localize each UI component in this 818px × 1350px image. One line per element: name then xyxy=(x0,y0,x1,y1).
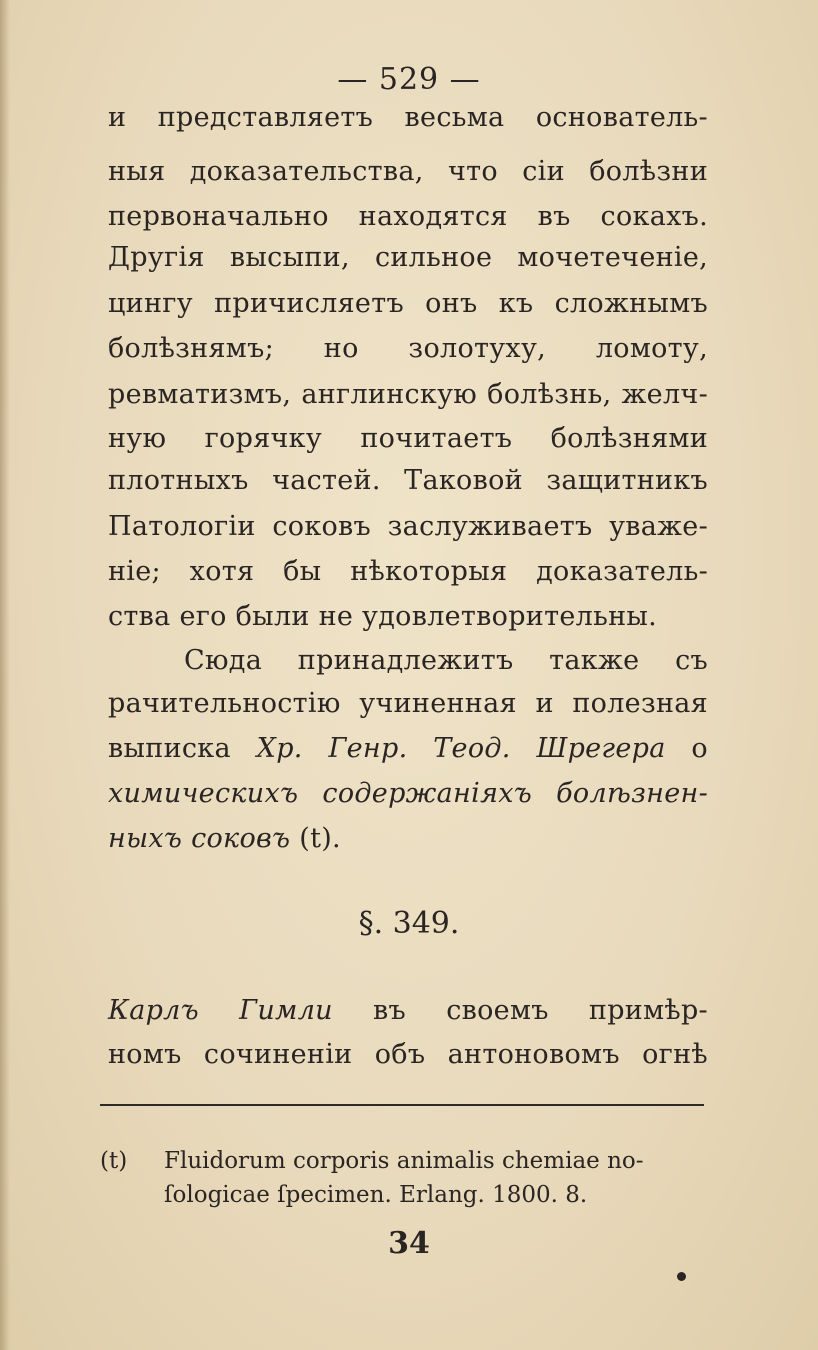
page-binding-shadow xyxy=(0,0,10,1350)
footnote-text-1: Fluidorum corporis animalis chemiae no- xyxy=(164,1148,644,1174)
para2-line-3-pre: выписка xyxy=(108,733,257,764)
ink-spot xyxy=(677,1272,686,1281)
printer-signature-mark: 34 xyxy=(388,1226,430,1261)
para3-line-1 xyxy=(108,995,708,1026)
text-line-4: Другія высыпи, сильное мочетеченіе, xyxy=(108,242,708,273)
text-line-6: болѣзнямъ; но золотуху, ломоту, xyxy=(108,333,708,364)
para3-line-2: номъ сочиненіи объ антоновомъ огнѣ xyxy=(108,1039,708,1070)
footnote-line-2: ſologicae ſpecimen. Erlang. 1800. 8. xyxy=(164,1182,588,1208)
footnote-mark: (t) xyxy=(100,1148,128,1174)
page-number-header: — 529 — xyxy=(337,62,481,97)
text-line-5: цингу причисляетъ онъ къ сложнымъ xyxy=(108,288,708,319)
para2-line-5-text: ныхъ соковъ xyxy=(108,823,291,854)
author-name-gimli: Карлъ Гимли xyxy=(108,995,333,1026)
para3-line-1-post: въ своемъ примѣр- xyxy=(332,995,708,1026)
para2-line-3 xyxy=(108,733,708,764)
text-line-9: плотныхъ частей. Таковой защитникъ xyxy=(108,465,708,496)
author-name-schreger: Хр. Генр. Теод. Шрегера xyxy=(256,733,666,764)
footnote-reference: (t). xyxy=(290,823,341,854)
para2-line-1: Сюда принадлежитъ также съ xyxy=(184,645,708,676)
para2-line-2: рачительностію учиненная и полезная xyxy=(108,688,708,719)
text-line-8: ную горячку почитаетъ болѣзнями xyxy=(108,423,708,454)
text-line-11: ніе; хотя бы нѣкоторыя доказатель- xyxy=(108,556,708,587)
para2-line-4: химическихъ содержаніяхъ болѣзнен- xyxy=(108,778,708,809)
text-line-1: и представляетъ весьма основатель- xyxy=(108,102,708,133)
text-line-10: Патологіи соковъ заслуживаетъ уваже- xyxy=(108,511,708,542)
text-line-3: первоначально находятся въ сокахъ. xyxy=(108,201,708,232)
footnote-line-1 xyxy=(100,1148,710,1174)
footnote-divider xyxy=(100,1104,704,1106)
para2-line-3-post: о xyxy=(665,733,708,764)
para2-line-5 xyxy=(108,823,708,854)
text-line-12: ства его были не удовлетворительны. xyxy=(108,601,658,632)
text-line-2: ныя доказательства, что сіи болѣзни xyxy=(108,156,708,187)
text-line-7: ревматизмъ, англинскую болѣзнь, желч- xyxy=(108,379,708,410)
section-heading: §. 349. xyxy=(358,906,460,941)
